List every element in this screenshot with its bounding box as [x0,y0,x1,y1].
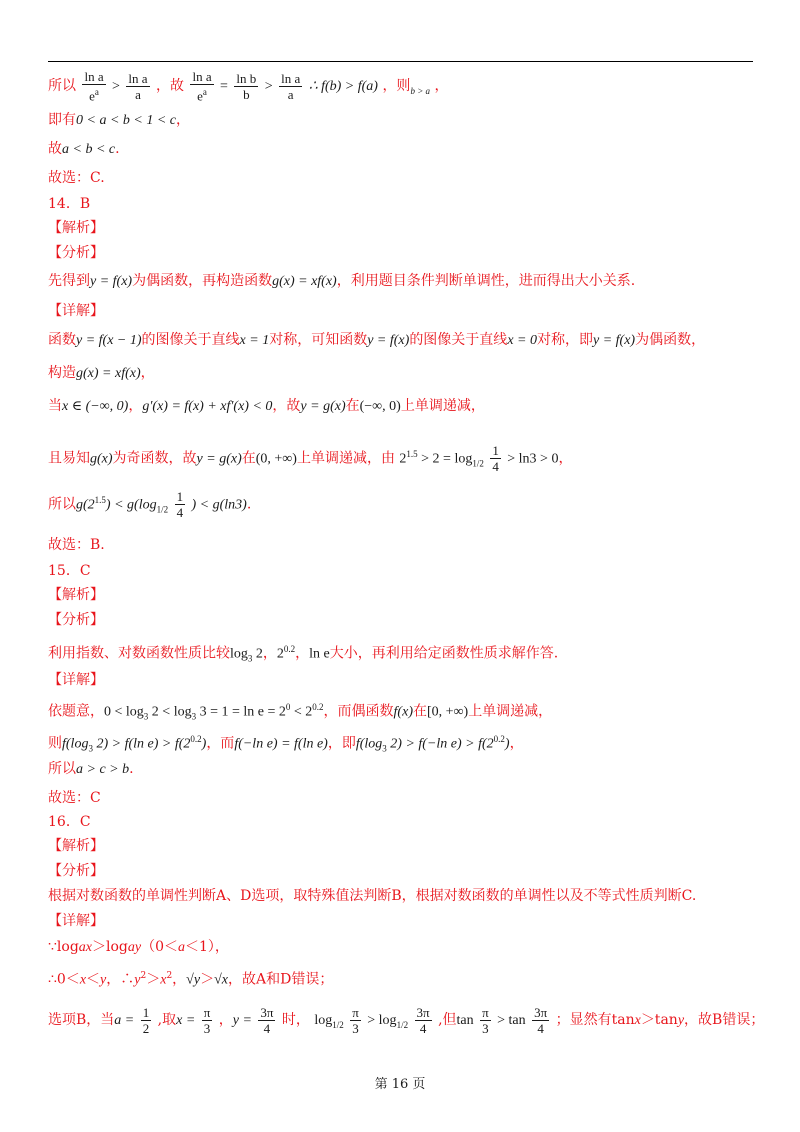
text: . [115,141,120,157]
text: 时， [281,1012,310,1028]
text: 先得到 [48,273,90,289]
math: ∴ f(b) > f(a) [308,79,378,94]
math: y [134,972,141,988]
text: 构造 [48,365,76,381]
fraction [82,69,105,103]
exponent: a [202,86,207,97]
text-line-30 [48,938,229,957]
answer-line: 故选：C. [48,170,105,186]
header-rule [48,61,753,62]
math: x [79,972,87,988]
text-line-28: 根据对数函数的单调性判断A、D选项，取特殊值法判断B，根据对数函数的单调性以及不等式性质判断C. [48,888,697,904]
denominator: 2 [142,1020,150,1036]
math: a > c > b [76,762,130,777]
text: ，则 [382,78,411,94]
math: x = 0 [507,333,537,348]
math: 2 [276,646,284,662]
text: 上单调递减， [468,703,553,720]
numerator: 3π [534,1004,548,1020]
math: y = g(x) [196,451,242,467]
math: x [634,1013,641,1028]
text: ，而 [206,735,235,752]
text: ∵log [48,939,79,955]
math-subscript: 1/2 [332,1019,344,1030]
math: x = [176,1013,196,1028]
text-line-3 [48,140,120,159]
page-number: 第 16 页 [374,1077,426,1092]
math: x = 1 [239,333,270,348]
text: ＞ [146,971,161,988]
math: ) < g(ln3) [191,497,247,513]
math: (0, +∞) [255,451,297,467]
text: ，而偶函数 [323,703,394,720]
math: (−∞, 0) [359,399,401,414]
text: ， [218,1012,233,1028]
text: . [129,761,134,777]
math: g(x) = xf(x) [272,274,337,289]
fraction [350,1005,361,1036]
fraction [141,1005,152,1036]
math: 2 [399,451,407,467]
math-subscript: 3 [88,743,93,754]
math-superscript: 0.2 [312,702,324,712]
text: ∴0＜ [48,971,80,988]
section-heading: 【解析】 [48,587,104,603]
math: √x [214,972,228,988]
math: tan [456,1013,474,1028]
numerator: ln a [192,68,212,84]
text: ，故A和D错误； [227,971,334,988]
math: y = f(x) [90,274,133,289]
text: . [246,496,252,513]
math: y = [232,1013,252,1028]
text: ， [434,78,449,94]
numerator: π [482,1004,489,1020]
section-heading: 【解析】 [48,838,104,854]
question-number: 15．C [48,563,91,579]
answer-line: 故选：B. [48,537,105,553]
denominator: e [89,88,95,104]
denominator: 4 [492,459,499,475]
fraction [480,1005,491,1036]
math: > [112,79,120,94]
text: 依题意， [48,703,104,720]
math: ax [78,940,92,955]
math: = [220,79,228,94]
numerator: 1 [142,1004,150,1020]
text: ， [176,112,191,128]
math: ) [201,736,207,752]
denominator: 3 [482,1020,489,1036]
text: ＞ [200,971,215,988]
math: 2 [252,646,263,662]
math: 0 < a < b < 1 < c [76,113,177,128]
math: a [178,940,186,955]
text: 则 [48,735,62,752]
denominator: e [197,88,203,104]
question-number: 16．C [48,814,91,830]
text-line-10 [48,331,705,350]
text-line-2 [48,111,190,130]
text-line-32 [48,1000,764,1045]
text: 对称，即 [536,332,593,348]
exponent: a [94,86,99,97]
fraction [415,1005,432,1036]
text: ；显然有tan [555,1012,635,1028]
denominator: 4 [263,1020,271,1036]
math: y = f(x) [367,333,410,348]
numerator: ln a [128,70,148,86]
text: 所以 [48,496,76,513]
text: ，∴ [106,971,135,988]
math: g′(x) = f(x) + xf′(x) < 0 [142,399,273,414]
math: > 2 = log [417,451,473,467]
math: [0, +∞) [426,704,469,720]
fraction [202,1005,213,1036]
text: 利用指数、对数函数性质比较 [48,645,230,662]
denominator: 4 [537,1020,544,1036]
math: > ln3 > 0 [507,451,559,467]
answer-line: 故选：C [48,790,101,806]
text: 为偶函数， [635,332,706,348]
text: ， [172,971,187,988]
math-superscript: 1.5 [406,449,418,459]
math: √y [186,972,201,988]
math: ) [504,736,510,752]
math-subscript: 3 [191,711,197,722]
section-heading: 【详解】 [48,672,104,688]
section-heading: 【分析】 [48,612,104,628]
text: ＜ [86,971,101,988]
section-heading: 【详解】 [48,303,104,319]
math-subscript: 3 [247,653,253,664]
text: ， [295,645,310,662]
text-line-21 [48,698,552,725]
numerator: 1 [176,489,184,505]
math: 3 = 1 = ln e = 2 [196,704,286,720]
text: 当 [48,398,62,414]
math: x [160,972,167,988]
math: < 2 [290,704,313,720]
math-superscript: 0.2 [283,644,296,654]
numerator: π [352,1004,359,1020]
text-line-11 [48,364,155,383]
text: 即有 [48,112,76,128]
section-heading: 【解析】 [48,220,104,236]
denominator: 4 [176,505,184,521]
fraction [532,1005,549,1036]
text-line-22 [48,730,524,757]
numerator: ln a [281,70,301,86]
section-heading: 【分析】 [48,245,104,261]
math: x ∈ (−∞, 0) [62,399,129,414]
text: （0＜ [141,939,179,955]
math: a = [114,1013,135,1028]
fraction [175,489,186,520]
math: 2) > f(−ln e) > f(2 [386,736,494,752]
text: ，利用题目条件判断单调性，进而得出大小关系. [336,273,636,289]
fraction [279,71,302,102]
numerator: π [203,1004,211,1020]
math: f(x) [393,704,413,720]
text: 在 [345,398,360,414]
question-number: 14．B [48,196,91,212]
math: y = f(x − 1) [76,333,142,348]
math: > log [367,1013,397,1028]
math: 2) > f(ln e) > f(2 [92,736,191,752]
fraction [258,1005,275,1036]
text-line-31 [48,967,333,990]
math-superscript: 2 [140,971,147,981]
text: 上单调递减， [400,398,485,414]
math: > tan [497,1013,526,1028]
numerator: ln b [236,70,257,86]
text: 的图像关于直线 [409,332,508,348]
text: 所以 [48,761,76,777]
text: ,取 [157,1012,177,1028]
text: 为奇函数，故 [112,450,197,467]
math: f(−ln e) = f(ln e) [234,736,328,752]
math: g(x) [90,451,113,467]
fraction [190,69,213,103]
text: 对称，可知函数 [269,332,368,348]
math: 0 < log [104,704,144,720]
denominator: 3 [352,1020,359,1036]
math-subscript: 1/2 [472,458,484,469]
text: ＞tan [640,1012,678,1028]
text: ， [140,365,155,381]
math: f(log [355,736,383,752]
text-line-1 [48,68,448,109]
fraction [126,71,149,102]
text: ，即 [327,735,356,752]
text: 所以 [48,78,76,94]
numerator: ln a [84,68,104,84]
denominator: a [287,86,294,102]
text: 选项B，当 [48,1012,115,1028]
text: ， [558,450,573,467]
section-heading: 【详解】 [48,913,104,929]
denominator: b [243,86,250,102]
math: > [264,79,273,94]
text: 在 [241,450,256,467]
text: 上单调递减，由 [296,450,395,467]
math: 2 < log [148,704,192,720]
math: g(x) = xf(x) [76,366,141,381]
text: 的图像关于直线 [141,332,240,348]
math: log [230,646,248,662]
math-subscript: 1/2 [156,504,169,515]
math: y = f(x) [592,333,636,348]
numerator: 3π [416,1004,430,1020]
math-superscript: 1.5 [94,495,106,505]
text: ， [509,735,524,752]
text: 故 [48,141,62,157]
math: ) < g(log [105,497,157,513]
text: ＜1）， [185,939,229,955]
text: ，故 [272,398,301,414]
text-line-8 [48,272,635,291]
math: log [314,1013,333,1028]
math: y [100,972,107,988]
text: 大小，再利用给定函数性质求解作答. [329,645,559,662]
fraction [490,443,501,474]
section-heading: 【分析】 [48,863,104,879]
text: ,但 [438,1012,457,1028]
math-superscript: 0 [285,702,291,712]
text: 在 [412,703,427,720]
text: ，故B错误； [684,1012,765,1028]
text: ， [128,398,143,414]
text: ，故 [156,78,184,94]
fraction [234,71,258,102]
text-line-23 [48,760,134,779]
text-line-14 [48,480,251,529]
math-superscript: 0.2 [190,734,202,744]
text: 为偶函数，再构造函数 [132,273,273,289]
math-subscript: 3 [143,711,149,722]
numerator: 1 [492,443,499,459]
text-line-19 [48,640,558,667]
math-subscript: 1/2 [396,1019,409,1030]
math: f(log [62,736,89,752]
math: g(2 [76,497,95,513]
math: y [677,1013,685,1028]
denominator: 4 [419,1020,427,1036]
numerator: 3π [260,1004,274,1020]
text-line-13 [48,434,572,483]
text-line-12 [48,397,485,416]
math-superscript: 2 [166,971,173,981]
text: ， [262,645,277,662]
text: 且易知 [48,450,90,467]
text: ＞log [92,939,128,955]
math: a < b < c [62,142,116,157]
denominator: 3 [203,1020,211,1036]
math: ay [127,940,142,955]
text: 函数 [48,332,76,348]
math-superscript: 0.2 [493,734,505,744]
math-subscript: b > a [410,85,431,96]
math: ln e [309,646,330,662]
math: y = g(x) [300,399,346,414]
denominator: a [135,86,141,102]
math-subscript: 3 [382,743,387,754]
